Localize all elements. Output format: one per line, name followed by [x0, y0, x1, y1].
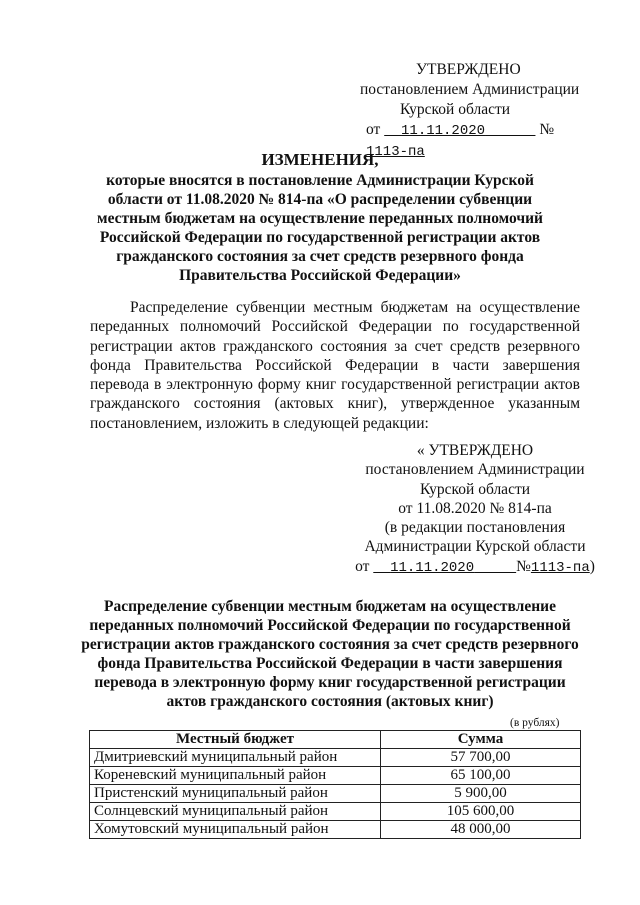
original-resolution: от 11.08.2020 № 814-па	[398, 499, 552, 517]
resolution-label-2: постановлением Администрации	[365, 461, 585, 479]
distribution-table	[89, 730, 581, 839]
budget-amount: 105 600,00	[381, 803, 581, 821]
budget-name: Пристенский муниципальный район	[90, 785, 381, 803]
table-row	[90, 767, 581, 785]
title-heading: ИЗМЕНЕНИЯ,	[261, 150, 379, 169]
title-subtitle: которые вносятся в постановление Администрации Курской области от 11.08.2020 № 814-па «О распределении субвенции местным бюджетам на осуществление переданных полномочий Российской Федерации по государственной регистрации актов гражданского состояния за счет средств резервного фонда Правительства Российской Федерации»	[97, 172, 543, 284]
document-title	[80, 150, 560, 285]
resolution-date-2: 11.11.2020	[390, 559, 475, 576]
table-row	[90, 821, 581, 839]
region-label-2: Курской области	[419, 480, 531, 498]
resolution-label: постановлением Администрации	[360, 81, 580, 98]
budget-name: Солнцевский муниципальный район	[90, 803, 381, 821]
date-number-line: от 11.11.2020 № 1113-па	[366, 121, 555, 160]
body-paragraph: Распределение субвенции местным бюджетам на осуществление переданных полномочий Российской Федерации по государственной регистрации актов гражданского состояния за счет средств резервного фонда Правительства Российской Федерации в части завершения перевода в электронную форму книг государственной регистрации актов гражданского состояния (актовых книг), утвержденное указанным постановлением, изложить в следующей редакции:	[90, 299, 580, 432]
table-row	[90, 803, 581, 821]
col-budget-header: Местный бюджет	[90, 731, 381, 749]
budget-name: Кореневский муниципальный район	[90, 767, 381, 785]
revision-line-1: (в редакции постановления	[384, 519, 566, 537]
approval-header	[360, 60, 590, 162]
resolution-date: 11.11.2020	[401, 123, 486, 139]
approved-label-2: « УТВЕРЖДЕНО	[416, 442, 534, 459]
budget-amount: 48 000,00	[381, 821, 581, 839]
table-row	[90, 785, 581, 803]
revision-line-2: Администрации Курской области	[364, 538, 586, 556]
units-label: (в рублях)	[510, 717, 560, 729]
budget-name: Хомутовский муниципальный район	[90, 821, 381, 839]
region-label: Курской области	[400, 101, 511, 118]
resolution-number-2: 1113-па	[530, 559, 590, 576]
budget-amount: 57 700,00	[381, 749, 581, 767]
table-title: Распределение субвенции местным бюджетам на осуществление переданных полномочий Российской Федерации по государственной регистрации актов гражданского состояния за счет средств резервного фонда Правительства Российской Федерации в части завершения перевода в электронную форму книг государственной регистрации актов гражданского состояния (актовых книг)	[81, 598, 579, 710]
approval-block-2	[355, 441, 595, 578]
resolution-number: 1113-па	[366, 144, 425, 160]
budget-name: Дмитриевский муниципальный район	[90, 749, 381, 767]
table-row	[90, 749, 581, 767]
table-header-row	[90, 731, 581, 749]
col-amount-header: Сумма	[381, 731, 581, 749]
budget-amount: 5 900,00	[381, 785, 581, 803]
date-number-line-2: от 11.11.2020 №1113-па)	[355, 557, 595, 576]
budget-amount: 65 100,00	[381, 767, 581, 785]
approved-label: УТВЕРЖДЕНО	[416, 61, 521, 78]
